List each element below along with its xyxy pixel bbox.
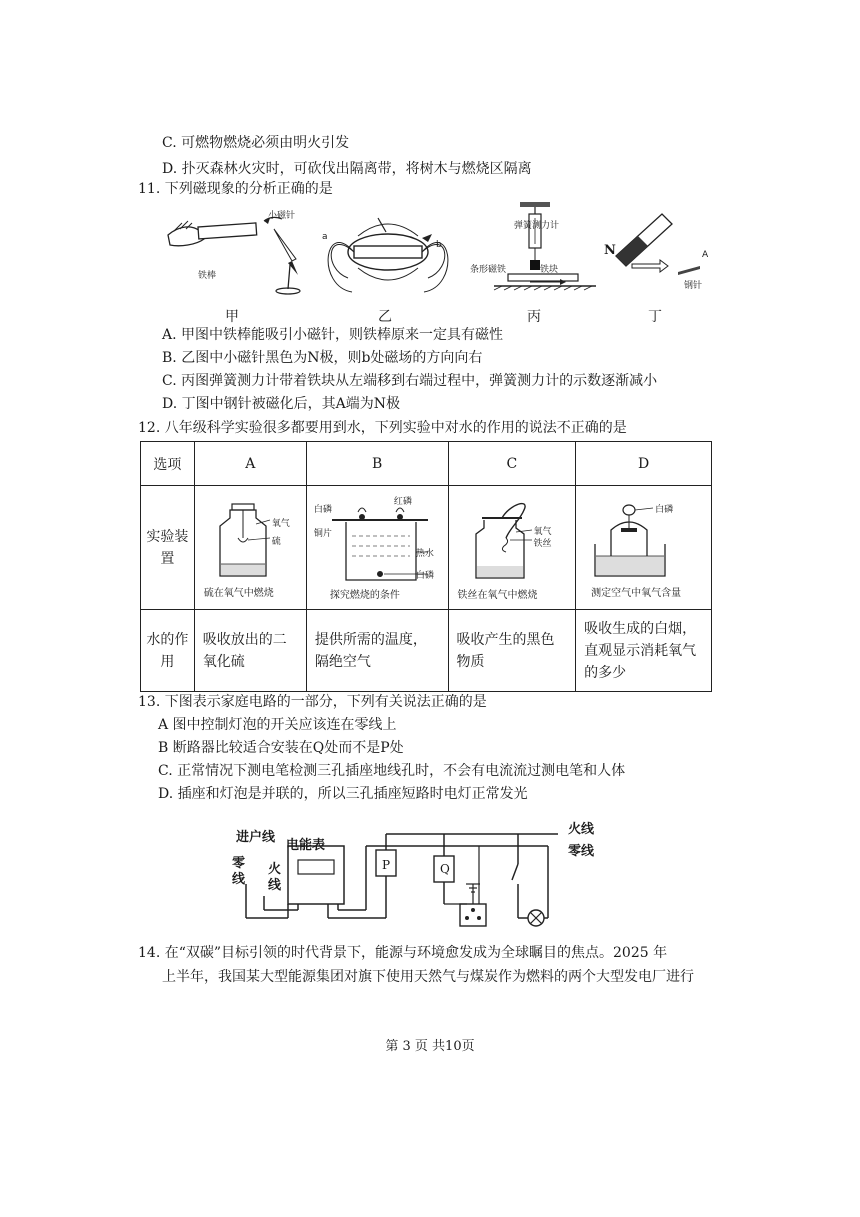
- label-iron-rod: 铁棒: [198, 271, 217, 281]
- label-white-p-d: 白磷: [655, 504, 674, 515]
- figure-yi: [318, 208, 458, 298]
- device-d-cell: [576, 486, 712, 610]
- label-iron-wire: 铁丝: [533, 538, 552, 549]
- device-a-diagram: [216, 498, 296, 582]
- experiment-table: [140, 441, 712, 692]
- label-sulfur: 硫: [271, 536, 281, 547]
- caption-bing: 丙: [527, 309, 541, 325]
- water-role-b: 提供所需的温度，隔绝空气: [306, 610, 448, 692]
- caption-yi: 乙: [378, 309, 392, 325]
- q14-line-1: 14. 在“双碳”目标引领的时代背景下，能源与环境愈发成为全球瞩目的焦点。2025 年: [138, 945, 668, 961]
- label-white-p-top: 白磷: [313, 504, 332, 515]
- table-header-b: B: [306, 442, 448, 486]
- caption-ding: 丁: [648, 309, 662, 325]
- q11-option-c: C. 丙图弹簧测力计带着铁块从左端移到右端过程中，弹簧测力计的示数逐渐减小: [162, 373, 658, 389]
- table-header-c: C: [448, 442, 576, 486]
- label-bar-magnet: 条形磁铁: [470, 265, 507, 275]
- q11-option-a: A. 甲图中铁棒能吸引小磁针，则铁棒原来一定具有磁性: [162, 327, 504, 343]
- label-iron-block: 铁块: [540, 265, 559, 275]
- water-role-a: 吸收放出的二氧化硫: [194, 610, 306, 692]
- device-b-cell: [306, 486, 448, 610]
- row-label-device: 实验装置: [141, 486, 195, 610]
- q12-stem: 12. 八年级科学实验很多都要用到水，下列实验中对水的作用的说法不正确的是: [138, 420, 627, 436]
- device-c-cell: [448, 486, 576, 610]
- page-footer: 第 3 页 共10页: [385, 1039, 475, 1054]
- label-incoming-line: 进户线: [236, 830, 276, 845]
- q13-option-d: D. 插座和灯泡是并联的，所以三孔插座短路时电灯正常发光: [158, 786, 528, 802]
- q11-stem: 11. 下列磁现象的分析正确的是: [138, 181, 333, 197]
- label-oxygen-a: 氧气: [271, 518, 290, 529]
- q13-stem: 13. 下图表示家庭电路的一部分，下列有关说法正确的是: [138, 694, 487, 710]
- label-copper-sheet: 铜片: [313, 528, 332, 539]
- q14-line-2: 上半年，我国某大型能源集团对旗下使用天然气与煤炭作为燃料的两个大型发电厂进行: [162, 969, 694, 985]
- label-breaker-p: P: [382, 858, 391, 872]
- label-energy-meter: 电能表: [286, 838, 326, 853]
- label-b-point: b: [436, 240, 442, 250]
- figure-jia: [160, 205, 320, 300]
- option-c-prev: C. 可燃物燃烧必须由明火引发: [162, 135, 350, 151]
- caption-device-d: 测定空气中氧气含量: [591, 587, 682, 599]
- label-neutral-wire: 零线: [568, 844, 595, 859]
- device-a-cell: [194, 486, 306, 610]
- row-label-water: 水的作用: [141, 610, 195, 692]
- label-spring-scale: 弹簧测力计: [514, 221, 560, 231]
- caption-jia: 甲: [225, 309, 239, 325]
- label-hot-water: 热水: [415, 548, 434, 559]
- table-header-a: A: [194, 442, 306, 486]
- household-circuit-diagram: [228, 818, 608, 936]
- label-a-point: a: [322, 232, 328, 242]
- label-small-magnet: 小磁针: [268, 211, 296, 221]
- q13-option-b: B 断路器比较适合安装在Q处而不是P处: [158, 740, 404, 756]
- label-a-end: A: [702, 250, 709, 260]
- water-role-d: 吸收生成的白烟，直观显示消耗氧气的多少: [576, 610, 712, 692]
- caption-device-b: 探究燃烧的条件: [329, 589, 400, 601]
- table-header-option: 选项: [141, 442, 195, 486]
- label-fire-vertical: 火线: [268, 862, 282, 893]
- option-d-prev: D. 扑灭森林火灾时，可砍伐出隔离带，将树木与燃烧区隔离: [162, 161, 532, 177]
- q11-option-b: B. 乙图中小磁针黑色为N极，则b处磁场的方向向右: [162, 350, 483, 366]
- device-d-diagram: [591, 498, 691, 582]
- label-white-p-bottom: 白磷: [415, 570, 434, 581]
- label-oxygen-c: 氧气: [533, 526, 552, 537]
- label-breaker-q: Q: [440, 862, 450, 876]
- q13-option-c: C. 正常情况下测电笔检测三孔插座地线孔时，不会有电流流过测电笔和人体: [158, 763, 626, 779]
- label-red-p: 红磷: [393, 496, 412, 507]
- table-header-d: D: [576, 442, 712, 486]
- label-n-pole: N: [604, 243, 616, 258]
- label-fire-wire: 火线: [568, 822, 595, 837]
- label-steel-needle: 钢针: [684, 281, 703, 291]
- water-role-c: 吸收产生的黑色物质: [448, 610, 576, 692]
- caption-device-c: 铁丝在氧气中燃烧: [457, 589, 538, 601]
- q13-option-a: A 图中控制灯泡的开关应该连在零线上: [158, 717, 397, 733]
- figure-bing: [490, 200, 600, 300]
- caption-device-a: 硫在氧气中燃烧: [203, 587, 274, 599]
- q11-option-d: D. 丁图中钢针被磁化后，其A端为N极: [162, 396, 400, 412]
- label-neutral-vertical: 零线: [232, 856, 246, 887]
